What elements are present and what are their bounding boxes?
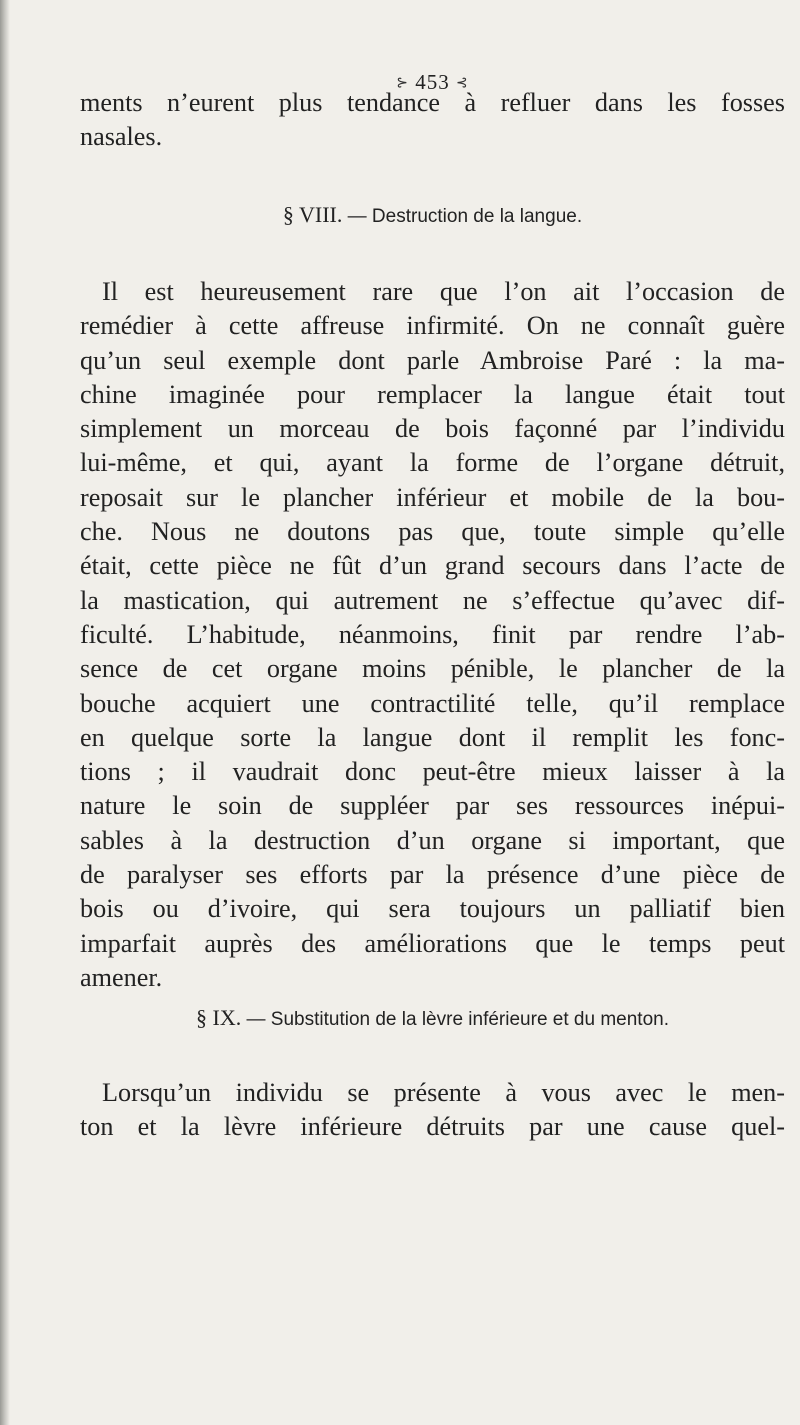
text-line: che. Nous ne doutons pas que, toute simple qu’elle — [80, 517, 785, 547]
section-heading-ix — [80, 1006, 785, 1032]
paragraph-substitution-levre — [80, 1076, 785, 1145]
page-number: 453 — [415, 70, 450, 94]
page-binding-edge — [0, 0, 10, 1425]
text-line: chine imaginée pour remplacer la langue était tout — [80, 379, 785, 409]
text-line: ton et la lèvre inférieure détruits par une cause quel- — [80, 1112, 785, 1142]
text-line: de paralyser ses efforts par la présence d’une pièce de — [80, 860, 785, 890]
section-heading-viii — [80, 203, 785, 229]
text-line: ments n’eurent plus tendance à refluer dans les fosses — [80, 88, 785, 117]
paragraph-destruction-langue — [80, 275, 785, 995]
text-line: était, cette pièce ne fût d’un grand secours dans l’acte de — [80, 551, 785, 581]
text-line: sables à la destruction d’un organe si important, que — [80, 825, 785, 855]
section-number: § IX. — [196, 1005, 242, 1030]
text-line: sence de cet organe moins pénible, le plancher de la — [80, 654, 785, 684]
section-title: — Destruction de la langue. — [347, 206, 583, 227]
text-line: bouche acquiert une contractilité telle, qu’il remplace — [80, 688, 785, 718]
text-line: reposait sur le plancher inférieur et mobile de la bou- — [80, 482, 785, 512]
text-line: simplement un morceau de bois façonné par l’individu — [80, 414, 785, 444]
paragraph-continuation — [80, 86, 785, 155]
text-line: Il est heureusement rare que l’on ait l’occasion de — [102, 277, 785, 306]
text-line: qu’un seul exemple dont parle Ambroise Paré : la ma- — [80, 345, 785, 375]
text-line: amener. — [80, 962, 163, 992]
section-title: — Substitution de la lèvre inférieure et du menton. — [246, 1009, 669, 1030]
text-line: la mastication, qui autrement ne s’effectue qu’avec dif- — [80, 585, 785, 615]
text-line: remédier à cette affreuse infirmité. On ne connaît guère — [80, 311, 785, 341]
section-number: § VIII. — [282, 202, 343, 227]
text-line: bois ou d’ivoire, qui sera toujours un palliatif bien — [80, 894, 785, 924]
text-line: imparfait auprès des améliorations que le temps peut — [80, 928, 785, 958]
text-line: tions ; il vaudrait donc peut-être mieux laisser à la — [80, 757, 785, 787]
text-line: nature le soin de suppléer par ses ressources inépui- — [80, 791, 785, 821]
ornament-right-icon: ⊰ — [456, 76, 469, 92]
text-line: ficulté. L’habitude, néanmoins, finit par rendre l’ab- — [80, 619, 785, 649]
ornament-left-icon: ⊱ — [396, 76, 409, 92]
text-line: nasales. — [80, 122, 163, 152]
text-line: Lorsqu’un individu se présente à vous avec le men- — [102, 1078, 785, 1107]
text-line: lui-même, et qui, ayant la forme de l’organe détruit, — [80, 448, 785, 478]
text-line: en quelque sorte la langue dont il remplit les fonc- — [80, 722, 785, 752]
